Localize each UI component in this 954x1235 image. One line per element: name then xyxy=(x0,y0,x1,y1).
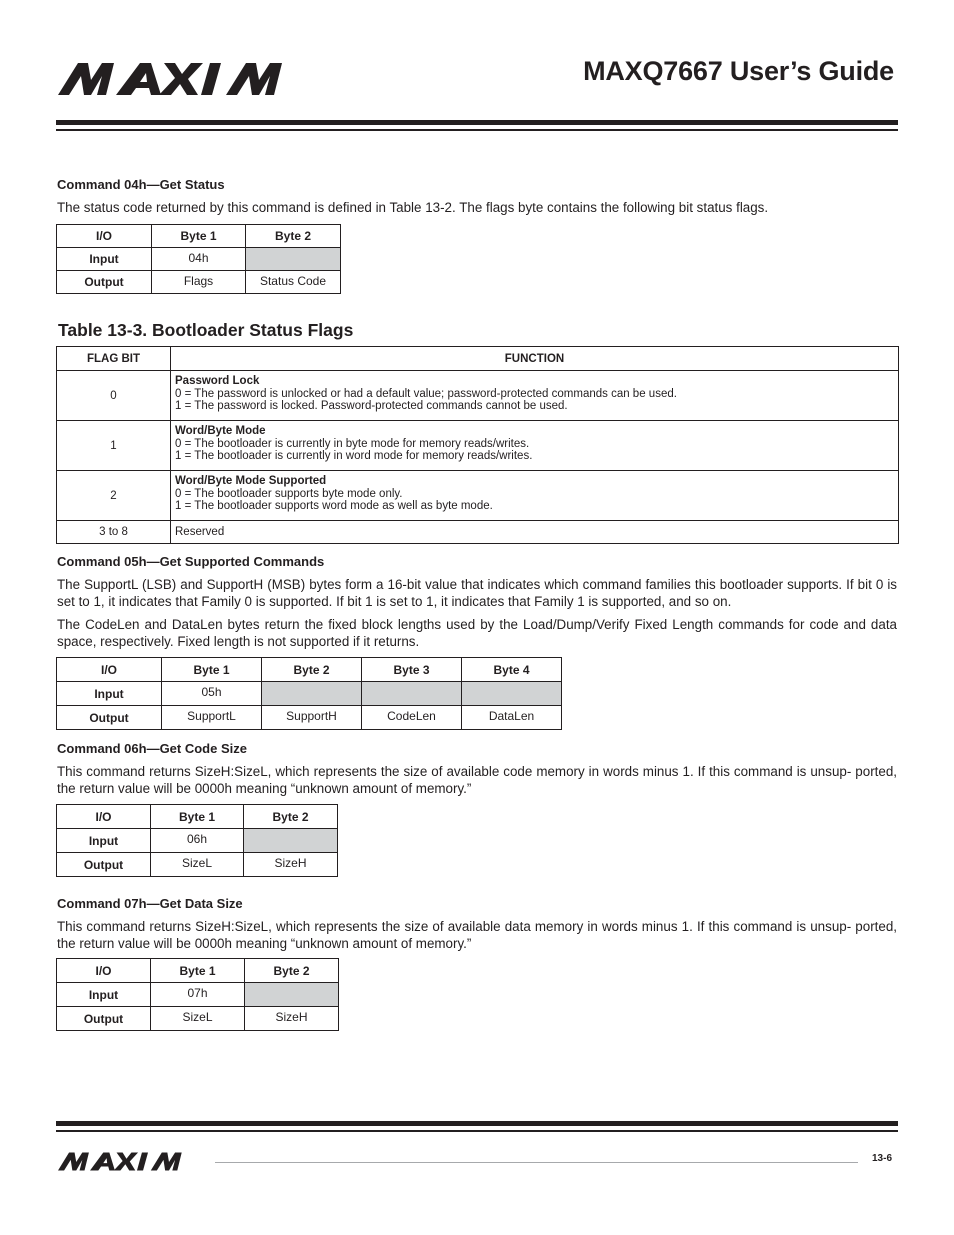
cmd07-heading: Command 07h—Get Data Size xyxy=(57,896,243,911)
shaded-cell xyxy=(245,983,339,1007)
table-cell: Flags xyxy=(152,271,246,294)
table-row xyxy=(57,706,562,730)
header-rule-thick xyxy=(56,120,898,125)
table-header: FLAG BIT xyxy=(57,347,171,371)
shaded-cell xyxy=(362,682,462,706)
row-label: Input xyxy=(57,829,151,853)
table-header: Byte 1 xyxy=(151,959,245,983)
shaded-cell xyxy=(262,682,362,706)
flag-function-line: 0 = The bootloader supports byte mode only. xyxy=(175,487,403,500)
page-number: 13-6 xyxy=(871,1153,892,1164)
table-row xyxy=(57,1007,339,1031)
table-cell: SizeH xyxy=(244,853,338,877)
flag-function-line: 1 = The bootloader supports word mode as well as byte mode. xyxy=(175,500,493,513)
cmd06-paragraph: This command returns SizeH:SizeL, which represents the size of available code memory in words minus 1. If this command is unsup- ported, the return value will be 0000h meaning “unknown amount of memory.” xyxy=(57,764,897,796)
table-cell: 07h xyxy=(151,983,245,1007)
flag-function xyxy=(171,371,899,421)
table-cell: 04h xyxy=(152,248,246,271)
flag-function xyxy=(171,471,899,521)
cmd04-heading: Command 04h—Get Status xyxy=(57,177,225,192)
table-header: Byte 2 xyxy=(245,959,339,983)
table-header: Byte 2 xyxy=(262,658,362,682)
table-cell: SizeL xyxy=(151,1007,245,1031)
table-cell: Status Code xyxy=(246,271,341,294)
cmd07-paragraph: This command returns SizeH:SizeL, which represents the size of available data memory in words minus 1. If this command is unsup- ported, the return value will be 0000h meaning “unknown amount of memory.” xyxy=(57,919,897,951)
row-label: Output xyxy=(57,853,151,877)
flags-table-title: Table 13-3. Bootloader Status Flags xyxy=(58,320,354,340)
table-header: Byte 4 xyxy=(462,658,562,682)
shaded-cell xyxy=(246,248,341,271)
flag-function-line: 0 = The password is unlocked or had a default value; password-protected commands can be used. xyxy=(175,387,677,400)
shaded-cell xyxy=(462,682,562,706)
table-row xyxy=(57,853,338,877)
header-logo xyxy=(58,62,326,96)
table-cell: SupportH xyxy=(262,706,362,730)
table-header: I/O xyxy=(57,805,151,829)
table-row xyxy=(57,471,899,521)
footer-divider xyxy=(215,1162,858,1163)
table-cell: DataLen xyxy=(462,706,562,730)
flag-function xyxy=(171,421,899,471)
table-row xyxy=(57,421,899,471)
table-row xyxy=(57,829,338,853)
flag-bit: 2 xyxy=(57,471,171,521)
flag-bit: 0 xyxy=(57,371,171,421)
table-row xyxy=(57,682,562,706)
row-label: Output xyxy=(57,1007,151,1031)
table-cell: 05h xyxy=(162,682,262,706)
flags-table xyxy=(56,346,899,544)
table-header: FUNCTION xyxy=(171,347,899,371)
cmd05-paragraph-1: The SupportL (LSB) and SupportH (MSB) bytes form a 16-bit value that indicates which command families this bootloader supports. If bit 0 is set to 1, it indicates that Family 0 is supported. If bit 1 is set to 1, it indicates that Family 1 is supported, and so on. xyxy=(57,577,897,609)
row-label: Output xyxy=(57,706,162,730)
cmd04-paragraph: The status code returned by this command is defined in Table 13-2. The flags byte contains the following bit status flags. xyxy=(57,200,769,215)
shaded-cell xyxy=(244,829,338,853)
flag-function-title: Password Lock xyxy=(175,375,260,387)
cmd05-table xyxy=(56,657,562,730)
row-label: Output xyxy=(57,271,152,294)
footer-rule-thick xyxy=(56,1121,898,1126)
flag-function xyxy=(171,521,899,544)
footer-logo xyxy=(58,1152,206,1171)
table-header: Byte 1 xyxy=(162,658,262,682)
table-header: I/O xyxy=(57,959,151,983)
flag-function-title: Word/Byte Mode Supported xyxy=(175,475,327,487)
document-title: MAXQ7667 User’s Guide xyxy=(583,56,894,86)
header-rule-thin xyxy=(56,129,898,131)
row-label: Input xyxy=(57,983,151,1007)
table-row xyxy=(57,248,341,271)
table-row xyxy=(57,371,899,421)
table-row xyxy=(57,521,899,544)
footer-rule-thin xyxy=(56,1130,898,1132)
flag-function-line: Reserved xyxy=(175,525,225,538)
table-cell: SupportL xyxy=(162,706,262,730)
table-row xyxy=(57,983,339,1007)
table-header: I/O xyxy=(57,658,162,682)
flag-function-line: 1 = The password is locked. Password-protected commands cannot be used. xyxy=(175,400,568,413)
cmd06-heading: Command 06h—Get Code Size xyxy=(57,741,247,756)
table-header: Byte 1 xyxy=(151,805,244,829)
cmd07-table xyxy=(56,958,339,1031)
cmd06-table xyxy=(56,804,338,877)
table-cell: SizeL xyxy=(151,853,244,877)
flag-function-line: 1 = The bootloader is currently in word mode for memory reads/writes. xyxy=(175,450,533,463)
maxim-logo-icon xyxy=(58,1152,206,1171)
table-cell: SizeH xyxy=(245,1007,339,1031)
table-header: I/O xyxy=(57,225,152,248)
table-header: Byte 2 xyxy=(244,805,338,829)
table-cell: CodeLen xyxy=(362,706,462,730)
flag-bit: 3 to 8 xyxy=(57,521,171,544)
flag-function-line: 0 = The bootloader is currently in byte mode for memory reads/writes. xyxy=(175,437,530,450)
table-header: Byte 3 xyxy=(362,658,462,682)
flag-function-title: Word/Byte Mode xyxy=(175,425,266,437)
row-label: Input xyxy=(57,682,162,706)
table-row xyxy=(57,271,341,294)
table-header: Byte 1 xyxy=(152,225,246,248)
maxim-logo-icon xyxy=(58,62,326,96)
table-cell: 06h xyxy=(151,829,244,853)
cmd05-paragraph-2: The CodeLen and DataLen bytes return the fixed block lengths used by the Load/Dump/Verify Fixed Length commands for code and data space, respectively. Fixed length is not supported if it returns. xyxy=(57,617,897,649)
table-header: Byte 2 xyxy=(246,225,341,248)
flag-bit: 1 xyxy=(57,421,171,471)
row-label: Input xyxy=(57,248,152,271)
cmd04-table xyxy=(56,224,341,294)
cmd05-heading: Command 05h—Get Supported Commands xyxy=(57,554,325,569)
